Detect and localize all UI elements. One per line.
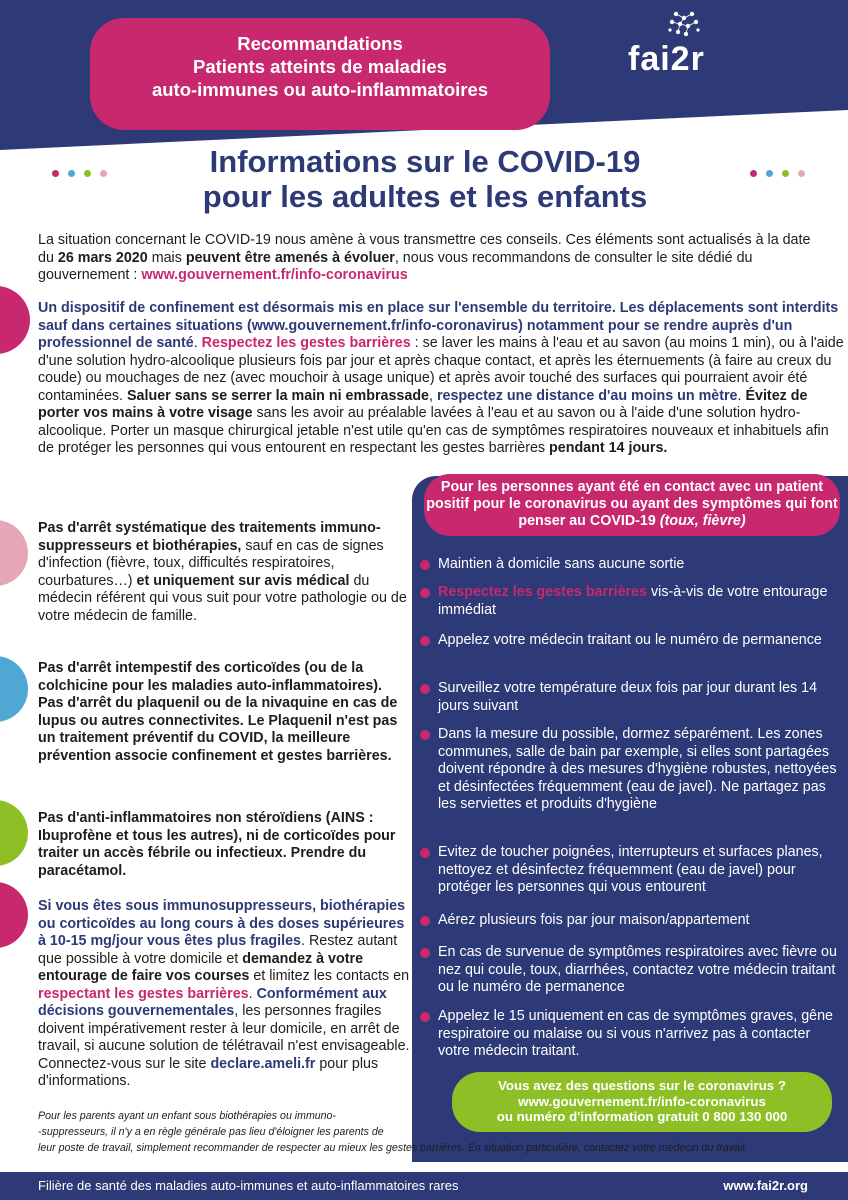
bullet-icon [420, 730, 430, 740]
immuno-text: . [248, 985, 257, 1002]
title-line-2: pour les adultes et les enfants [202, 179, 648, 214]
panel-item [420, 912, 840, 930]
immuno-bold: demandez à votre entourage de faire vos courses [38, 950, 364, 984]
panel-item-text: En cas de survenue de symptômes respiratoires avec fièvre ou nez qui coule, toux, diarrhées, contactez votre médecin traitant ou le numéro de permanence [438, 944, 837, 995]
punctuation: , [429, 387, 437, 404]
immuno-text: . Restez autant que possible à votre domicile et [38, 933, 398, 967]
mask-text: sans les avoir au préalable lavées à l'eau et au savon ou à l'aide d'une solution hydro-alcoolique. Porter un masque chirurgical jetable n'est utile qu'en cas de symptômes respiratoires nouveaux et inhabituels afin de protéger les personnes qui vous entourent en respectant les gestes barrières [38, 405, 829, 456]
immuno-text: pour plus d'informations. [38, 1055, 379, 1089]
footer-bar [0, 1172, 848, 1200]
bullet-icon [420, 848, 430, 858]
treatments-text: sauf en cas de signes d'infection (fièvre, toux, difficultés respiratoires, courbatures…) [38, 537, 384, 589]
dot-icon [68, 170, 75, 177]
confinement-paragraph [38, 300, 846, 458]
bullet-icon [420, 948, 430, 958]
decorative-dots-right [750, 170, 805, 177]
treatments-section [38, 520, 408, 625]
panel-item-text: Dans la mesure du possible, dormez séparément. Les zones communes, salle de bain par exemple, si elles sont partagées doivent répondre à des mesures d'hygiène robustes, nettoyées et désinfectées fréquemment (eau de javel). Ne partagez pas les serviettes et produits d'hygiène [438, 726, 837, 812]
panel-item-text: Maintien à domicile sans aucune sortie [438, 556, 685, 572]
panel-header [424, 474, 840, 536]
bullet-icon [420, 684, 430, 694]
dot-icon [84, 170, 91, 177]
dot-icon [52, 170, 59, 177]
treatments-text: du médecin référent qui vous suit pour votre pathologie ou de votre médecin de famille. [38, 572, 407, 624]
logo-network-icon [652, 10, 752, 42]
punctuation: . [193, 335, 202, 351]
bubble-icon [0, 800, 28, 866]
days-text: pendant 14 jours. [549, 440, 668, 456]
ains-section: Pas d'anti-inflammatoires non stéroïdiens (AINS : Ibuprofène et tous les autres), ni de corticoïdes pour traiter un accès fébrile ou infectieux. Prendre du paracétamol. [38, 810, 396, 879]
panel-item-text: Appelez votre médecin traitant ou le numéro de permanence [438, 632, 822, 648]
bullet-icon [420, 1012, 430, 1022]
panel-item [420, 944, 840, 997]
dot-icon [766, 170, 773, 177]
immuno-gestures: respectant les gestes barrières [38, 985, 249, 1002]
barrier-gestures-highlight: Respectez les gestes barrières [201, 335, 411, 351]
bubble-icon [0, 286, 30, 354]
immuno-text: , les personnes fragiles doivent impérativement rester à leur domicile, en arrêt de travail, si aucune solution de télétravail n'est envisageable. Connectez-vous sur le site [38, 1003, 410, 1072]
panel-item-text: Appelez le 15 uniquement en cas de symptômes graves, gêne respiratoire ou malaise ou si vous n'arrivez pas à contacter votre médecin traitant. [438, 1008, 833, 1059]
pill-line-3: auto-immunes ou auto-inflammatoires [151, 79, 489, 100]
bullet-icon [420, 916, 430, 926]
corticoids-section: Pas d'arrêt intempestif des corticoïdes (ou de la colchicine pour les maladies auto-inflammatoires). Pas d'arrêt du plaquenil ou de la nivaquine en cas de lupus ou autres connectivites. Le Plaquenil n'est pas un traitement préventif du COVID, la meilleure prévention associe confinement et gestes barrières. [38, 660, 398, 764]
panel-item-text: Surveillez votre température deux fois par jour durant les 14 jours suivant [438, 680, 818, 714]
panel-item-text: vis-à-vis de votre entourage immédiat [438, 584, 828, 618]
dot-icon [798, 170, 805, 177]
pill-line-2: Patients atteints de maladies [193, 56, 447, 77]
panel-item [420, 584, 840, 619]
panel-item [420, 726, 840, 814]
panel-item-text: Aérez plusieurs fois par jour maison/appartement [438, 912, 750, 928]
page-title [120, 144, 730, 214]
questions-link[interactable]: www.gouvernement.fr/info-coronavirus [518, 1093, 766, 1109]
footer-website-link[interactable]: www.fai2r.org [723, 1178, 808, 1193]
bubble-icon [0, 656, 28, 722]
panel-header-italic: (toux, fièvre) [659, 513, 746, 529]
immuno-decisions: Conformément aux décisions gouvernementales [38, 985, 387, 1019]
title-line-1: Informations sur le COVID-19 [209, 144, 641, 179]
fai2r-logo [628, 10, 728, 80]
panel-item [420, 680, 840, 715]
parents-footnote [38, 1108, 818, 1156]
panel-item [420, 632, 840, 650]
bullet-icon [420, 636, 430, 646]
face-text: Évitez de porter vos mains à votre visage [38, 387, 808, 421]
footer-text: Filière de santé des maladies auto-immunes et auto-inflammatoires rares [38, 1178, 459, 1193]
footnote-line: leur poste de travail, simplement recommander de respecter au mieux les gestes barrières. En situation particulière, contactez votre médecin du travail. [38, 1142, 748, 1154]
ameli-link[interactable]: declare.ameli.fr [210, 1055, 316, 1072]
pill-line-1: Recommandations [237, 33, 403, 54]
panel-item [420, 844, 840, 897]
panel-item [420, 556, 840, 574]
intro-text: La situation concernant le COVID-19 nous amène à vous transmettre ces conseils. Ces éléments sont actualisés à la date du [38, 232, 811, 266]
intro-text: mais [147, 249, 186, 266]
bubble-icon [0, 882, 28, 948]
intro-text: , nous vous recommandons de consulter le site dédié du gouvernement : [38, 249, 753, 283]
footnote-line: -suppresseurs, il n'y a en règle générale pas lieu d'éloigner les parents de [38, 1126, 384, 1138]
treatments-bold: Pas d'arrêt systématique des traitements immuno-suppresseurs et biothérapies, [38, 520, 381, 554]
treatments-bold: et uniquement sur avis médical [136, 572, 350, 589]
panel-header-text: Pour les personnes ayant été en contact avec un patient positif pour le coronavirus ou ayant des symptômes qui font penser au COVID-19 [426, 479, 838, 529]
punctuation: . [737, 387, 746, 404]
panel-item-text: Evitez de toucher poignées, interrupteurs et surfaces planes, nettoyez et désinfectez fréquemment (eau de javel) pour protéger les personnes qui vous entourent [438, 844, 823, 895]
immuno-text: et limitez les contacts en [249, 968, 410, 984]
decorative-dots-left [52, 170, 107, 177]
distance-text: respectez une distance d'au moins un mètre [436, 387, 738, 404]
panel-gestures-highlight: Respectez les gestes barrières [438, 584, 648, 600]
bullet-icon [420, 560, 430, 570]
dot-icon [750, 170, 757, 177]
recommendations-pill [90, 18, 550, 130]
confinement-text: Un dispositif de confinement est désormais mis en place sur l'ensemble du territoire. Les déplacements sont interdits sauf dans certaines situations (www.gouvernement.fr/info-coronavirus) notamment pour se rendre auprès d'un professionnel de santé [38, 300, 839, 351]
government-link[interactable]: www.gouvernement.fr/info-coronavirus [141, 267, 408, 283]
immuno-section [38, 898, 410, 1091]
footnote-line: Pour les parents ayant un enfant sous biothérapies ou immuno- [38, 1110, 336, 1122]
bullet-icon [420, 588, 430, 598]
logo-text: fai2r [628, 40, 705, 78]
questions-phone: ou numéro d'information gratuit 0 800 130 000 [496, 1109, 788, 1124]
intro-paragraph [38, 232, 818, 285]
immuno-highlight: Si vous êtes sous immunosuppresseurs, biothérapies ou corticoïdes au long cours à des doses supérieures à 10-15 mg/jour vous êtes plus fragiles [38, 898, 406, 949]
intro-date: 26 mars 2020 [57, 249, 148, 266]
dot-icon [782, 170, 789, 177]
questions-title: Vous avez des questions sur le coronavirus ? [498, 1078, 786, 1093]
bubble-icon [0, 520, 28, 586]
intro-evolve: peuvent être amenés à évoluer [185, 249, 395, 266]
dot-icon [100, 170, 107, 177]
panel-item [420, 1008, 840, 1061]
greet-text: Saluer sans se serrer la main ni embrassade [127, 387, 430, 404]
gestures-text: : se laver les mains à l'eau et au savon (au moins 1 min), ou à l'aide d'une solution hydro-alcoolique plusieurs fois par jour et après chaque contact, et après les éternuements (à faire au creux du coude) ou mouchages de nez (avec mouchoir à usage unique) et après avoir touché des surfaces qui pourraient avoir été contaminées. [38, 335, 844, 404]
